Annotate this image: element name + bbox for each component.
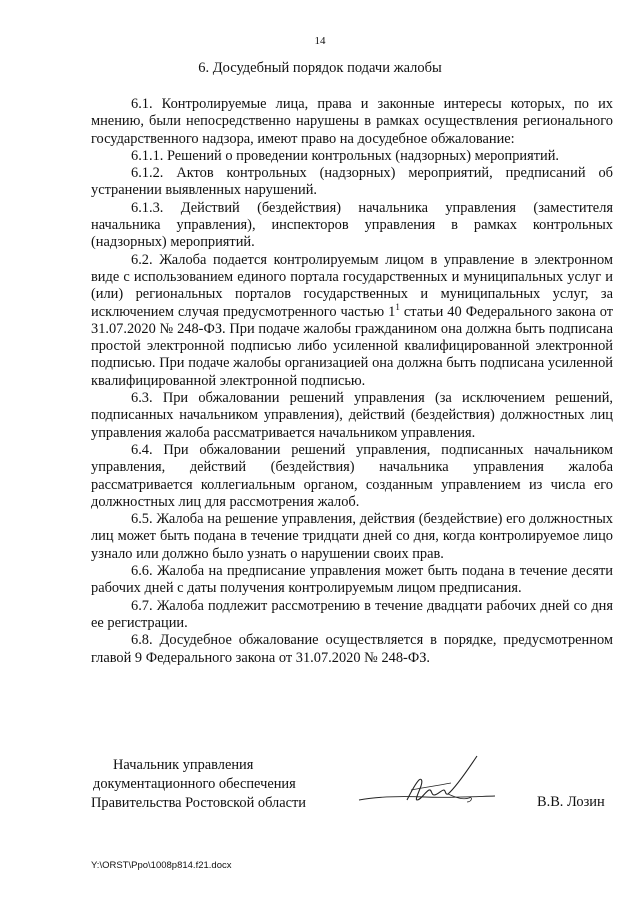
paragraph-6-5: 6.5. Жалоба на решение управления, действия (бездействие) его должностных лиц может быть подана в течение тридцати дней со дня, когда контролируемое лицо узнало или должно было узнать о нарушении своих прав. bbox=[91, 511, 613, 562]
paragraph-6-2-part1: 6.2. Жалоба подается контролируемым лицом в управление в электронном виде с использованием единого портала государственных и муниципальных услуг и (или) региональных порталов государственных и муниципальных услуг, за исключением случая предусмотренного частью 1 bbox=[91, 251, 613, 320]
signatory-title bbox=[91, 756, 341, 813]
paragraph-6-7: 6.7. Жалоба подлежит рассмотрению в течение двадцати рабочих дней со дня ее регистрации. bbox=[91, 597, 613, 631]
body-text bbox=[91, 96, 613, 667]
paragraph-6-1: 6.1. Контролируемые лица, права и законные интересы которых, по их мнению, были непосредственно нарушены в рамках осуществления регионального государственного надзора, имеют право на досудебное обжалование: bbox=[91, 96, 613, 147]
paragraph-6-3: 6.3. При обжаловании решений управления (за исключением решений, подписанных начальником управления), действий (бездействия) должностных лиц управления жалоба рассматривается начальником управления. bbox=[91, 390, 613, 441]
paragraph-6-2-part2: статьи 40 Федерального закона от 31.07.2020 № 248-ФЗ. При подаче жалобы гражданином она должна быть подписана простой электронной подписью либо усиленной квалифицированной электронной подписью. При подаче жалобы организацией она должна быть подписана усиленной квалифицированной электронной подписью. bbox=[91, 303, 614, 389]
superscript-mark: 1 bbox=[395, 301, 400, 312]
signatory-line-1: Начальник управления bbox=[113, 757, 254, 773]
section-title: 6. Досудебный порядок подачи жалобы bbox=[198, 60, 442, 76]
paragraph-6-1-2: 6.1.2. Актов контрольных (надзорных) мероприятий, предписаний об устранении выявленных нарушений. bbox=[91, 165, 613, 199]
paragraph-6-4: 6.4. При обжаловании решений управления, подписанных начальником управления, действий (бездействия) начальника управления жалоба рассматривается коллегиальным органом, созданным управлением из числа его должностных лиц для рассмотрения жалоб. bbox=[91, 441, 613, 510]
paragraph-6-2 bbox=[91, 252, 613, 390]
signatory-line-3: Правительства Ростовской области bbox=[91, 795, 306, 811]
paragraph-6-6: 6.6. Жалоба на предписание управления может быть подана в течение десяти рабочих дней с даты получения контролируемым лицом предписания. bbox=[91, 563, 613, 597]
signer-name: В.В. Лозин bbox=[537, 794, 605, 810]
file-path: Y:\ORST\Ppo\1008p814.f21.docx bbox=[91, 860, 232, 871]
paragraph-6-1-3: 6.1.3. Действий (бездействия) начальника управления (заместителя начальника управления), инспекторов управления в рамках контрольных (надзорных) мероприятий. bbox=[91, 199, 613, 251]
signatory-line-2: документационного обеспечения bbox=[93, 776, 296, 792]
handwritten-signature bbox=[355, 750, 505, 810]
paragraph-6-1-1: 6.1.1. Решений о проведении контрольных (надзорных) мероприятий. bbox=[131, 147, 559, 164]
paragraph-6-8: 6.8. Досудебное обжалование осуществляется в порядке, предусмотренном главой 9 Федерального закона от 31.07.2020 № 248-ФЗ. bbox=[91, 632, 613, 666]
page-number: 14 bbox=[314, 35, 326, 47]
